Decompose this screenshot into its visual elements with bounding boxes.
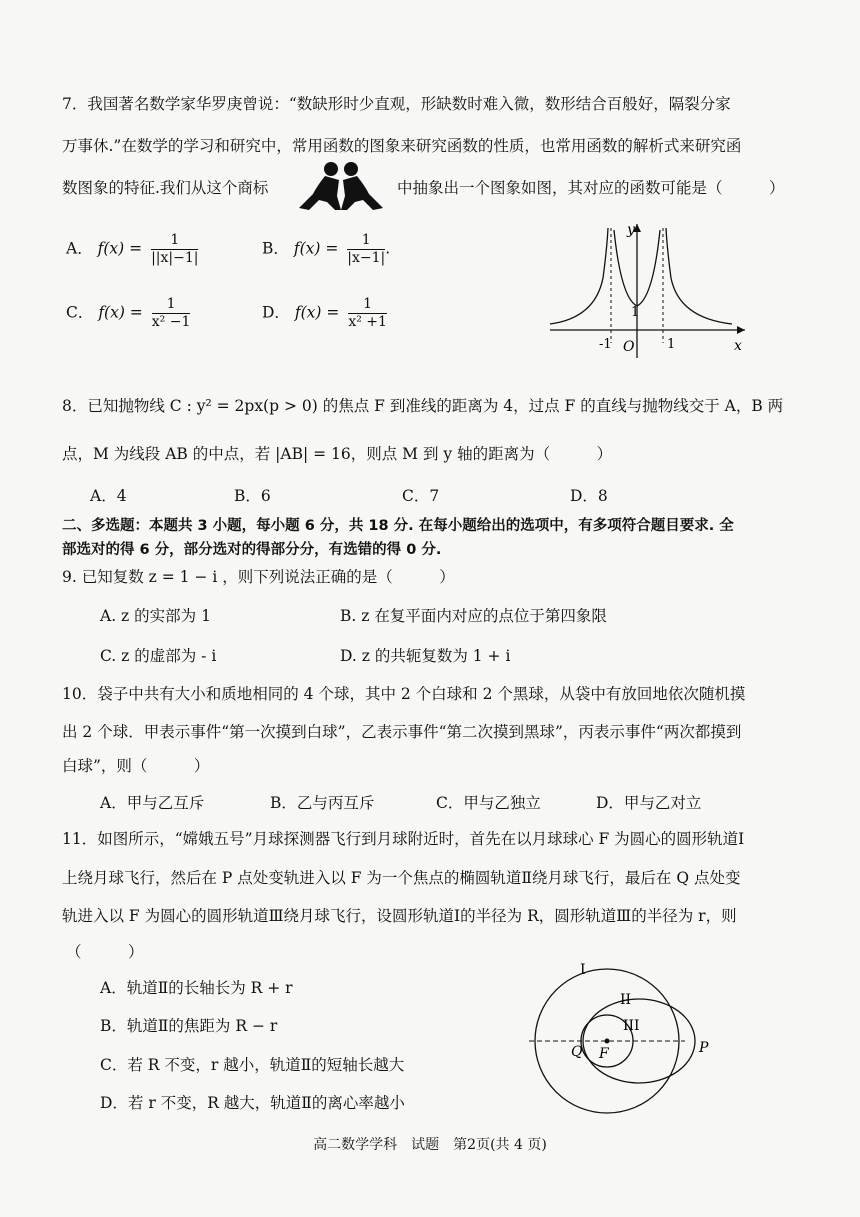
q9-option-c: C. z 的虚部为 - i xyxy=(100,647,217,665)
q8-option-c: C．7 xyxy=(402,487,440,505)
section2-heading-line2: 部选对的得 6 分，部分选对的得部分分，有选错的得 0 分. xyxy=(62,542,442,558)
logo-image xyxy=(295,160,387,214)
q7-line3b: 中抽象出一个图象如图，其对应的函数可能是（ ） xyxy=(397,179,785,197)
q11-option-c: C．若 R 不变，r 越小，轨道Ⅱ的短轴长越大 xyxy=(100,1056,405,1074)
q8-option-b: B．6 xyxy=(234,487,271,505)
graph-x-label: x xyxy=(734,338,742,354)
orbit-ellipse-II xyxy=(583,999,695,1083)
q7-option-b: B． f(x) = $\frac{1}{|x-1|}$ . xyxy=(262,232,391,266)
section2-heading-line1: 二、多选题：本题共 3 小题，每小题 6 分，共 18 分. 在每小题给出的选项中，有多项符合题目要求. 全 xyxy=(62,518,734,534)
q11-orbit-figure xyxy=(525,958,725,1126)
label-F: F xyxy=(599,1046,609,1062)
graph-pos-one-label: 1 xyxy=(667,337,676,352)
q11-option-a: A．轨道Ⅱ的长轴长为 R + r xyxy=(100,979,293,997)
label-II: II xyxy=(620,992,632,1008)
label-I: I xyxy=(580,962,586,978)
q10-option-a: A．甲与乙互斥 xyxy=(100,794,205,812)
q9-option-b: B. z 在复平面内对应的点位于第四象限 xyxy=(340,607,607,625)
q8-option-d: D．8 xyxy=(570,487,608,505)
q8-line1: 8．已知抛物线 C : y² = 2px(p > 0) 的焦点 F 到准线的距离为 4，过点 F 的直线与抛物线交于 A，B 两 xyxy=(62,397,784,415)
q7-option-c: C． f(x) = $\frac{1}{\text{x² −1}}$ xyxy=(66,296,191,330)
q11-option-d: D．若 r 不变，R 越大，轨道Ⅱ的离心率越小 xyxy=(100,1094,405,1112)
q9-option-d: D. z 的共轭复数为 1 + i xyxy=(340,647,511,665)
q10-option-c: C．甲与乙独立 xyxy=(436,794,541,812)
page-footer: 高二数学学科 试题 第2页(共 4 页) xyxy=(313,1137,547,1153)
q7-line3a: 数图象的特征.我们从这个商标 xyxy=(62,179,269,197)
x-axis-arrow xyxy=(737,326,745,334)
q8-option-a: A．4 xyxy=(90,487,127,505)
graph-origin-label: O xyxy=(623,339,635,355)
label-P: P xyxy=(699,1040,709,1056)
q11-line4: （ ） xyxy=(66,943,144,961)
graph-y-intercept-label: 1 xyxy=(631,305,640,320)
q10-line1: 10．袋子中共有大小和质地相同的 4 个球，其中 2 个白球和 2 个黑球，从袋中有放回地依次随机摸 xyxy=(62,685,746,703)
q7-line2: 万事休.”在数学的学习和研究中，常用函数的图象来研究函数的性质，也常用函数的解析式来研究函 xyxy=(62,137,742,155)
q10-option-d: D．甲与乙对立 xyxy=(596,794,702,812)
q10-line3: 白球”，则（ ） xyxy=(62,757,210,775)
q7-option-a: A． f(x) = $\frac{1}{||x|-1|}$ xyxy=(66,232,199,266)
label-Q: Q xyxy=(571,1044,583,1060)
q11-line1: 11．如图所示，“嫦娥五号”月球探测器飞行到月球附近时，首先在以月球球心 F 为圆心的圆形轨道Ⅰ xyxy=(62,830,745,848)
curve-left-branch xyxy=(550,228,608,324)
q10-line2: 出 2 个球．甲表示事件“第一次摸到白球”，乙表示事件“第二次摸到黑球”，丙表示事件“两次都摸到 xyxy=(62,723,742,741)
graph-neg-one-label: -1 xyxy=(599,337,612,352)
graph-y-label: y xyxy=(627,222,635,238)
curve-right-branch xyxy=(666,228,732,324)
q11-line3: 轨进入以 F 为圆心的圆形轨道Ⅲ绕月球飞行，设圆形轨道Ⅰ的半径为 R，圆形轨道Ⅲ的半径为 r，则 xyxy=(62,907,737,925)
q8-line2: 点，M 为线段 AB 的中点，若 |AB| = 16，则点 M 到 y 轴的距离为（ ） xyxy=(62,445,613,463)
q7-line1: 7．我国著名数学家华罗庚曾说：“数缺形时少直观，形缺数时难入微，数形结合百般好，隔裂分家 xyxy=(62,95,731,113)
q11-line2: 上绕月球飞行，然后在 P 点处变轨进入以 F 为一个焦点的椭圆轨道Ⅱ绕月球飞行，最后在 Q 点处变 xyxy=(62,869,741,887)
q9-stem: 9. 已知复数 z = 1 − i ，则下列说法正确的是（ ） xyxy=(62,568,455,586)
q7-function-graph xyxy=(545,218,755,363)
focus-point-F xyxy=(605,1039,610,1044)
q10-option-b: B．乙与丙互斥 xyxy=(270,794,375,812)
q7-option-d: D． f(x) = $\frac{1}{\text{x² +1}}$ xyxy=(262,296,387,330)
q9-option-a: A. z 的实部为 1 xyxy=(100,607,211,625)
q11-option-b: B．轨道Ⅱ的焦距为 R − r xyxy=(100,1017,278,1035)
label-III: III xyxy=(623,1018,640,1034)
